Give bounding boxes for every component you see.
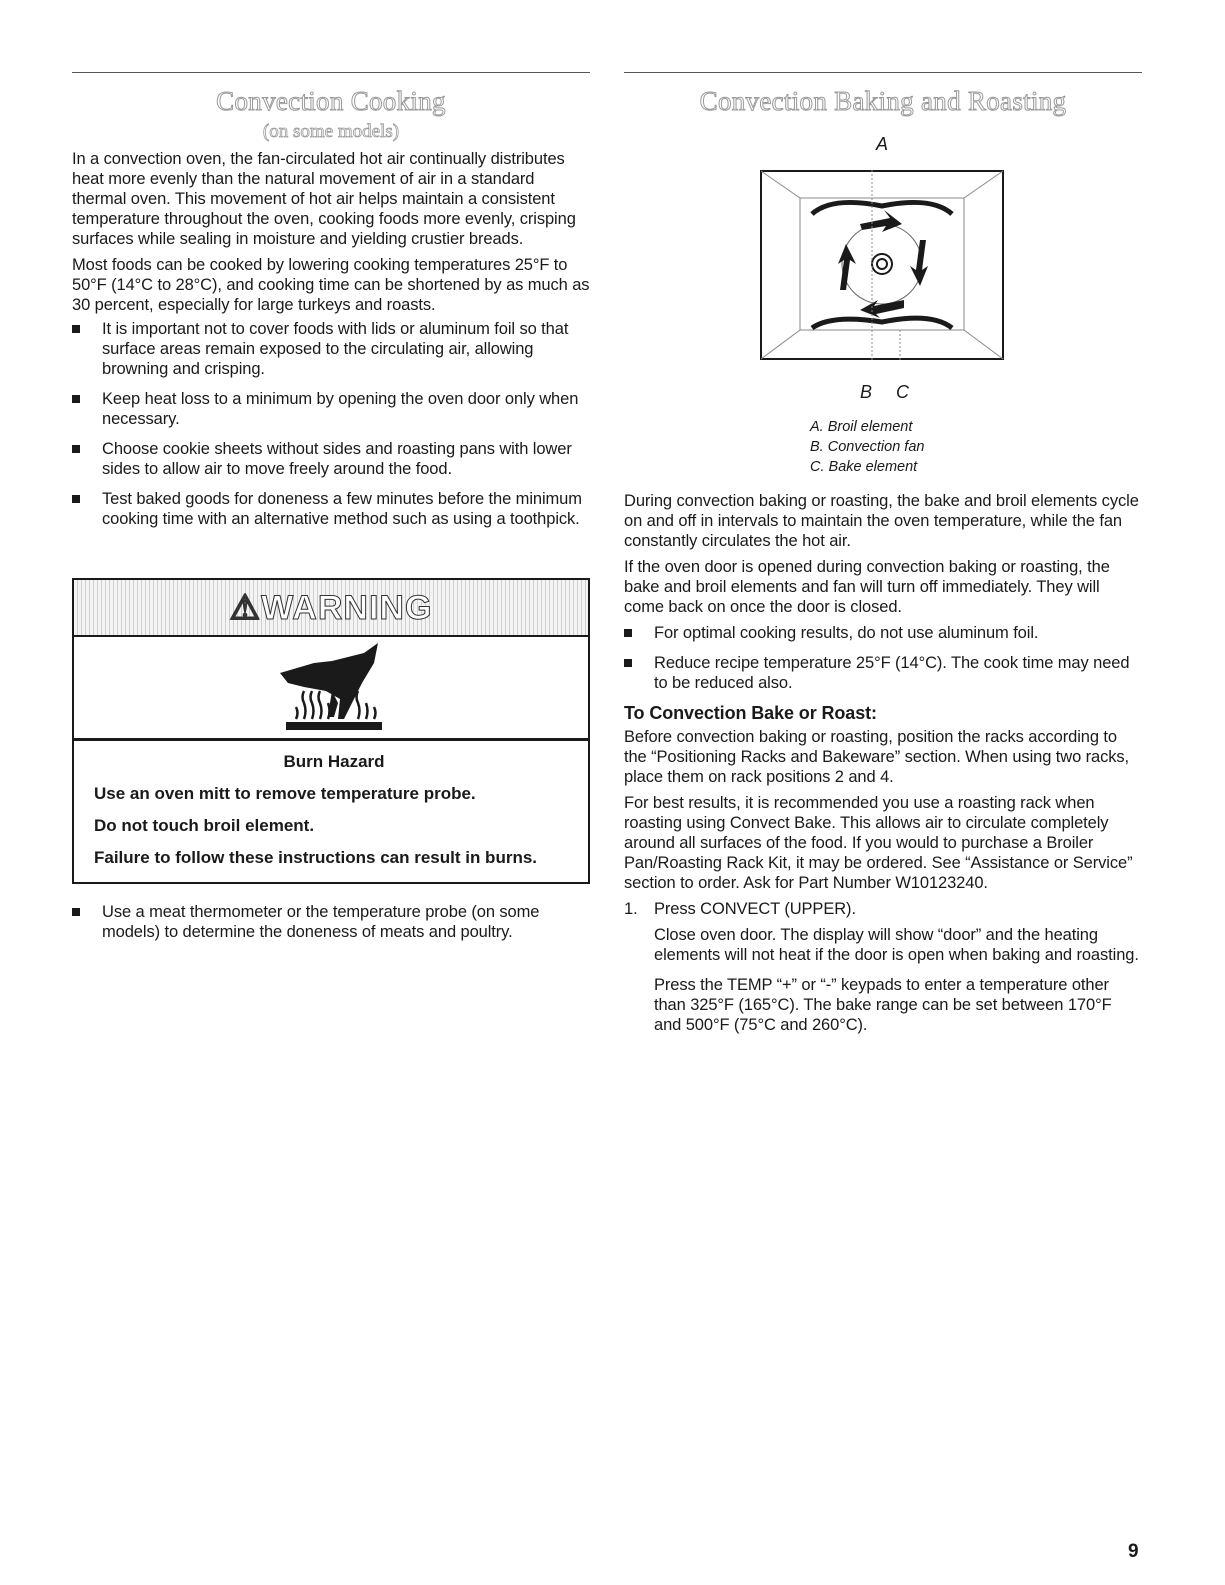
- legend-item: C. Bake element: [810, 459, 918, 475]
- step-list: [624, 899, 1142, 1035]
- diagram-label-c: C: [896, 382, 909, 402]
- step-number: 1.: [624, 900, 638, 918]
- paragraph: Most foods can be cooked by lowering cooking temperatures 25°F to 50°F (14°C to 28°C), and cooking time can be shortened by as much as 30 percent, especially for large turkeys and roasts.: [72, 256, 590, 314]
- burn-graphic-area: [74, 637, 588, 741]
- warning-box: [72, 578, 590, 884]
- warning-line: Failure to follow these instructions can result in burns.: [94, 848, 538, 867]
- diagram-label-a: A: [876, 134, 889, 154]
- left-body: [72, 149, 590, 539]
- list-item: Keep heat loss to a minimum by opening the oven door only when necessary.: [72, 389, 590, 429]
- list-item: Choose cookie sheets without sides and roasting pans with lower sides to allow air to move freely around the food.: [72, 439, 590, 479]
- section-rule-right: [624, 72, 1142, 73]
- oven-cavity-diagram: [760, 170, 1004, 360]
- page-number: 9: [1128, 1541, 1139, 1562]
- section-rule-left: [72, 72, 590, 73]
- list-item: Reduce recipe temperature 25°F (14°C). The cook time may need to be reduced also.: [624, 653, 1142, 693]
- warning-line: Use an oven mitt to remove temperature probe.: [94, 784, 476, 803]
- left-body-after-warning: [72, 902, 590, 952]
- warning-title: ⚠WARNING: [229, 589, 433, 627]
- hazard-title: Burn Hazard: [283, 752, 385, 771]
- warning-triangle-icon: ⚠: [229, 589, 262, 627]
- bullet-list: [624, 623, 1142, 693]
- bullet-list: [72, 902, 590, 942]
- right-body: [624, 491, 1142, 1041]
- warning-text: [94, 752, 574, 880]
- paragraph: In a convection oven, the fan-circulated hot air continually distributes heat more evenly than the natural movement of air in a standard thermal oven. This movement of hot air helps maintain a consistent temperature throughout the oven, cooking foods more evenly, crisping surfaces while sealing in moisture and yielding crustier breads.: [72, 150, 576, 248]
- paragraph: Before convection baking or roasting, position the racks according to the “Positioning Racks and Bakeware” section. When using two racks, place them on rack positions 2 and 4.: [624, 728, 1130, 786]
- warning-header: [74, 580, 588, 637]
- warning-line: Do not touch broil element.: [94, 816, 315, 835]
- paragraph: For best results, it is recommended you use a roasting rack when roasting using Convect Bake. This allows air to circulate completely around all surfaces of the food. If you would to purchase a Broiler Pan/Roasting Rack Kit, it may be ordered. See “Assistance or Service” section to order. Ask for Part Number W10123240.: [624, 794, 1133, 892]
- step-text: Press CONVECT (UPPER).: [654, 900, 856, 918]
- bullet-list: [72, 319, 590, 529]
- list-item: It is important not to cover foods with lids or aluminum foil so that surface areas remain exposed to the circulating air, allowing browning and crisping.: [72, 319, 590, 379]
- legend-item: B. Convection fan: [810, 439, 925, 455]
- section-title-convection-baking: Convection Baking and Roasting: [699, 86, 1067, 116]
- section-title-convection-cooking: Convection Cooking: [216, 86, 446, 116]
- list-item: Use a meat thermometer or the temperature probe (on some models) to determine the doneness of meats and poultry.: [72, 902, 590, 942]
- diagram-label-b: B: [860, 382, 873, 402]
- list-item: For optimal cooking results, do not use aluminum foil.: [624, 623, 1142, 643]
- diagram-legend: [810, 417, 924, 477]
- step-subtext: Close oven door. The display will show “door” and the heating elements will not heat if the door is open when baking and roasting.: [654, 926, 1139, 964]
- subheading: To Convection Bake or Roast:: [624, 703, 877, 723]
- step-subtext: Press the TEMP “+” or “-” keypads to enter a temperature other than 325°F (165°C). The bake range can be set between 170°F and 500°F (75°C and 260°C).: [654, 976, 1112, 1034]
- paragraph: During convection baking or roasting, the bake and broil elements cycle on and off in intervals to maintain the oven temperature, while the fan constantly circulates the hot air.: [624, 492, 1139, 550]
- list-item: Test baked goods for doneness a few minutes before the minimum cooking time with an alternative method such as using a toothpick.: [72, 489, 590, 529]
- paragraph: If the oven door is opened during convection baking or roasting, the bake and broil elements and fan will turn off immediately. They will come back on once the door is closed.: [624, 558, 1110, 616]
- step-item: [624, 899, 1142, 1035]
- hand-burn-hazard-icon: [274, 643, 404, 738]
- section-subtitle: (on some models): [262, 121, 400, 142]
- legend-item: A. Broil element: [810, 419, 913, 435]
